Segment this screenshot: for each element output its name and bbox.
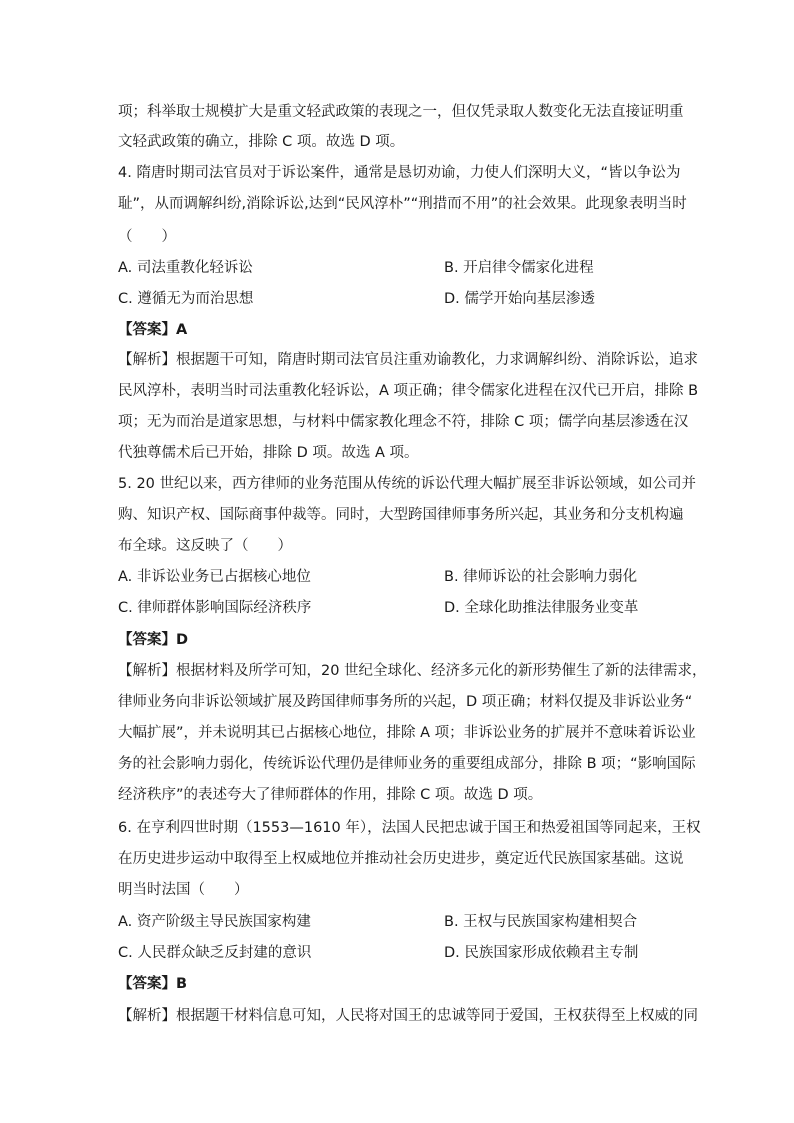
- answer-label: 【答案】A: [118, 322, 188, 338]
- question-4-stem: 4. 隋唐时期司法官员对于诉讼案件，通常是恳切劝谕，力使人们深明大义，“皆以争讼为: [118, 165, 681, 181]
- option-a: A. 司法重教化轻诉讼: [118, 260, 253, 276]
- analysis-line: 律师业务向非诉讼领域扩展及跨国律师事务所的兴起，D 项正确；材料仅提及非诉讼业务“: [118, 694, 693, 710]
- question-5-stem: 布全球。这反映了（ ）: [118, 538, 292, 554]
- question-6-stem: 在历史进步运动中取得至上权威地位并推动社会历史进步，奠定近代民族国家基础。这说: [118, 851, 684, 867]
- option-d: D. 民族国家形成依赖君主专制: [444, 945, 639, 961]
- question-6-stem: 6. 在亨利四世时期（1553—1610 年），法国人民把忠诚于国王和热爱祖国等同起来，王权: [118, 820, 701, 836]
- question-5-stem: 5. 20 世纪以来，西方律师的业务范围从传统的诉讼代理大幅扩展至非诉讼领域，如公司并: [118, 476, 696, 492]
- option-c: C. 人民群众缺乏反封建的意识: [118, 945, 312, 961]
- option-d: D. 全球化助推法律服务业变革: [444, 600, 639, 616]
- analysis-line: 大幅扩展”，并未说明其已占据核心地位，排除 A 项；非诉讼业务的扩展并不意味着诉讼业: [118, 725, 696, 741]
- answer-bracket: （ ）: [118, 229, 176, 245]
- analysis-line: 项；无为而治是道家思想，与材料中儒家教化理念不符，排除 C 项；儒学向基层渗透在汉: [118, 414, 689, 430]
- text-line: 项；科举取士规模扩大是重文轻武政策的表现之一，但仅凭录取人数变化无法直接证明重: [118, 104, 684, 120]
- analysis-line: 【解析】根据题干可知，隋唐时期司法官员注重劝谕教化，力求调解纠纷、消除诉讼，追求: [118, 352, 698, 368]
- analysis-line: 经济秩序”的表述夸大了律师群体的作用，排除 C 项。故选 D 项。: [118, 787, 543, 803]
- option-b: B. 王权与民族国家构建相契合: [444, 914, 638, 930]
- option-d: D. 儒学开始向基层渗透: [444, 291, 595, 307]
- analysis-line: 【解析】根据材料及所学可知，20 世纪全球化、经济多元化的新形势催生了新的法律需求，: [118, 663, 707, 679]
- analysis-line: 【解析】根据题干材料信息可知，人民将对国王的忠诚等同于爱国，王权获得至上权威的同: [118, 1008, 698, 1024]
- option-a: A. 非诉讼业务已占据核心地位: [118, 569, 311, 585]
- option-c: C. 遵循无为而治思想: [118, 291, 254, 307]
- option-b: B. 律师诉讼的社会影响力弱化: [444, 569, 638, 585]
- answer-label: 【答案】B: [118, 976, 188, 992]
- answer-label: 【答案】D: [118, 632, 189, 648]
- analysis-line: 务的社会影响力弱化，传统诉讼代理仍是律师业务的重要组成部分，排除 B 项；“影响国际: [118, 756, 696, 772]
- question-6-stem: 明当时法国（ ）: [118, 882, 249, 898]
- option-a: A. 资产阶级主导民族国家构建: [118, 914, 311, 930]
- question-5-stem: 购、知识产权、国际商事仲裁等。同时，大型跨国律师事务所兴起，其业务和分支机构遍: [118, 507, 684, 523]
- text-line: 文轻武政策的确立，排除 C 项。故选 D 项。: [118, 134, 405, 150]
- option-b: B. 开启律令儒家化进程: [444, 260, 594, 276]
- analysis-line: 民风淳朴，表明当时司法重教化轻诉讼，A 项正确；律令儒家化进程在汉代已开启，排除 B: [118, 383, 699, 399]
- question-4-stem: 耻”，从而调解纠纷,消除诉讼,达到“民风淳朴”“刑措而不用”的社会效果。此现象表明当时: [118, 196, 687, 212]
- option-c: C. 律师群体影响国际经济秩序: [118, 600, 312, 616]
- analysis-line: 代独尊儒术后已开始，排除 D 项。故选 A 项。: [118, 445, 419, 461]
